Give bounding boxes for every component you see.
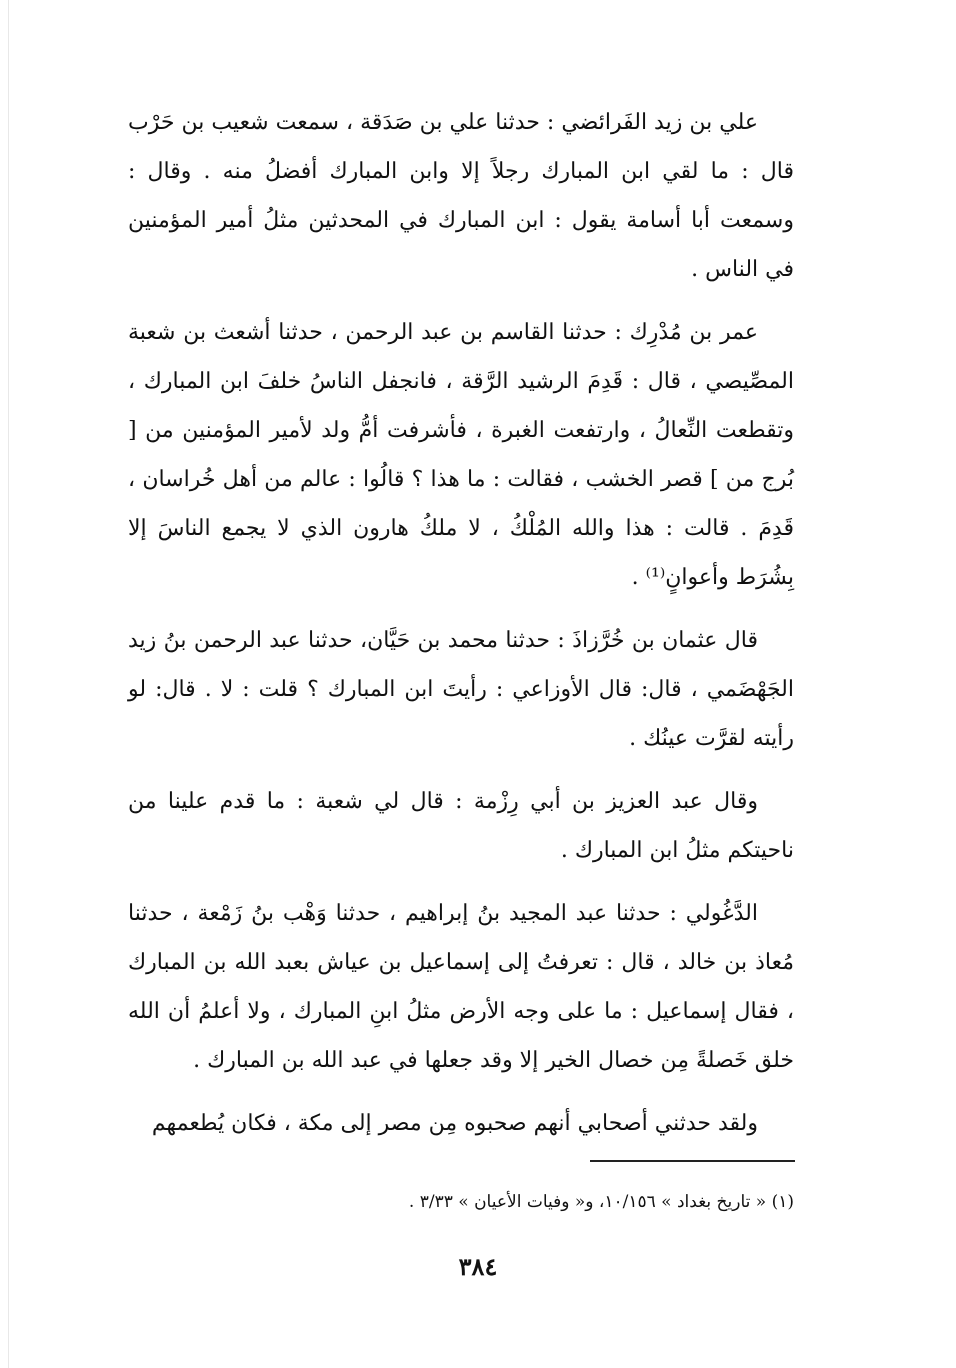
paragraph-1: علي بن زيد الفَرائضي : حدثنا علي بن صَدَقة ، سمعت شعيب بن حَرْب قال : ما لقي ابن المبارك رجلاً إلا وابن المبارك أفضلُ منه . وقال : وسمعت أبا أسامة يقول : ابن المبارك في المحدثين مثلُ أمير المؤمنين في الناس . xyxy=(128,110,794,282)
page-number: ٣٨٤ xyxy=(458,1252,498,1281)
body-text xyxy=(128,98,794,1162)
paragraph-6: ولقد حدثني أصحابي أنهم صحبوه مِن مصر إلى مكة ، فكان يُطعمهم xyxy=(151,1111,758,1136)
paragraph-3: قال عثمان بن خُرَّزاذَ : حدثنا محمد بن حَيَّان، حدثنا عبد الرحمن بنُ زيد الجَهْضَمي ، قال: قال الأوزاعي : رأيتَ ابن المبارك ؟ قلت : لا . قال: لو رأيته لقرَّت عينُك . xyxy=(128,628,794,751)
footnote-separator xyxy=(590,1160,795,1162)
paragraph-4: وقال عبد العزيز بن أبي رِزْمة : قال لي شعبة : ما قدم علينا من ناحيتكم مثلُ ابن المبارك . xyxy=(128,789,794,863)
paragraph-2: عمر بن مُدْرِك : حدثنا القاسم بن عبد الرحمن ، حدثنا أشعث بن شعبة المصِّيصي ، قال : قَدِمَ الرشيد الرَّقة ، فانجفل الناسُ خلفَ ابن المبارك ، وتقطعت النِّعالُ ، وارتفعت الغبرة ، فأشرفت أمُّ ولد لأمير المؤمنين من [ بُرج من ] قصر الخشب ، فقالت : ما هذا ؟ قالُوا : عالم من أهل خُراسان ، قَدِمَ . قالت : هذا والله المُلْكُ ، لا ملكُ هارون الذي لا يجمع الناسَ إلا بِشُرَط وأعوانٍ⁽¹⁾ . xyxy=(128,320,794,590)
paragraph-5: الدَّغُولي : حدثنا عبد المجيد بنُ إبراهيم ، حدثنا وَهْب بنُ زَمْعة ، حدثنا مُعاذ بن خالد ، قال : تعرفتُ إلى إسماعيل بن عياش بعبد الله بن المبارك ، فقال إسماعيل : ما على وجه الأرض مثلُ ابنِ المبارك ، ولا أعلمُ أن الله خلق خَصلةً مِن خصال الخير إلا وقد جعلها في عبد الله بن المبارك . xyxy=(128,901,794,1073)
page-edge-line xyxy=(8,0,9,1368)
footnote: (١) « تاريخ بغداد » ١٠/١٥٦، و« وفيات الأعيان » ٣/٣٣ . xyxy=(408,1192,794,1212)
